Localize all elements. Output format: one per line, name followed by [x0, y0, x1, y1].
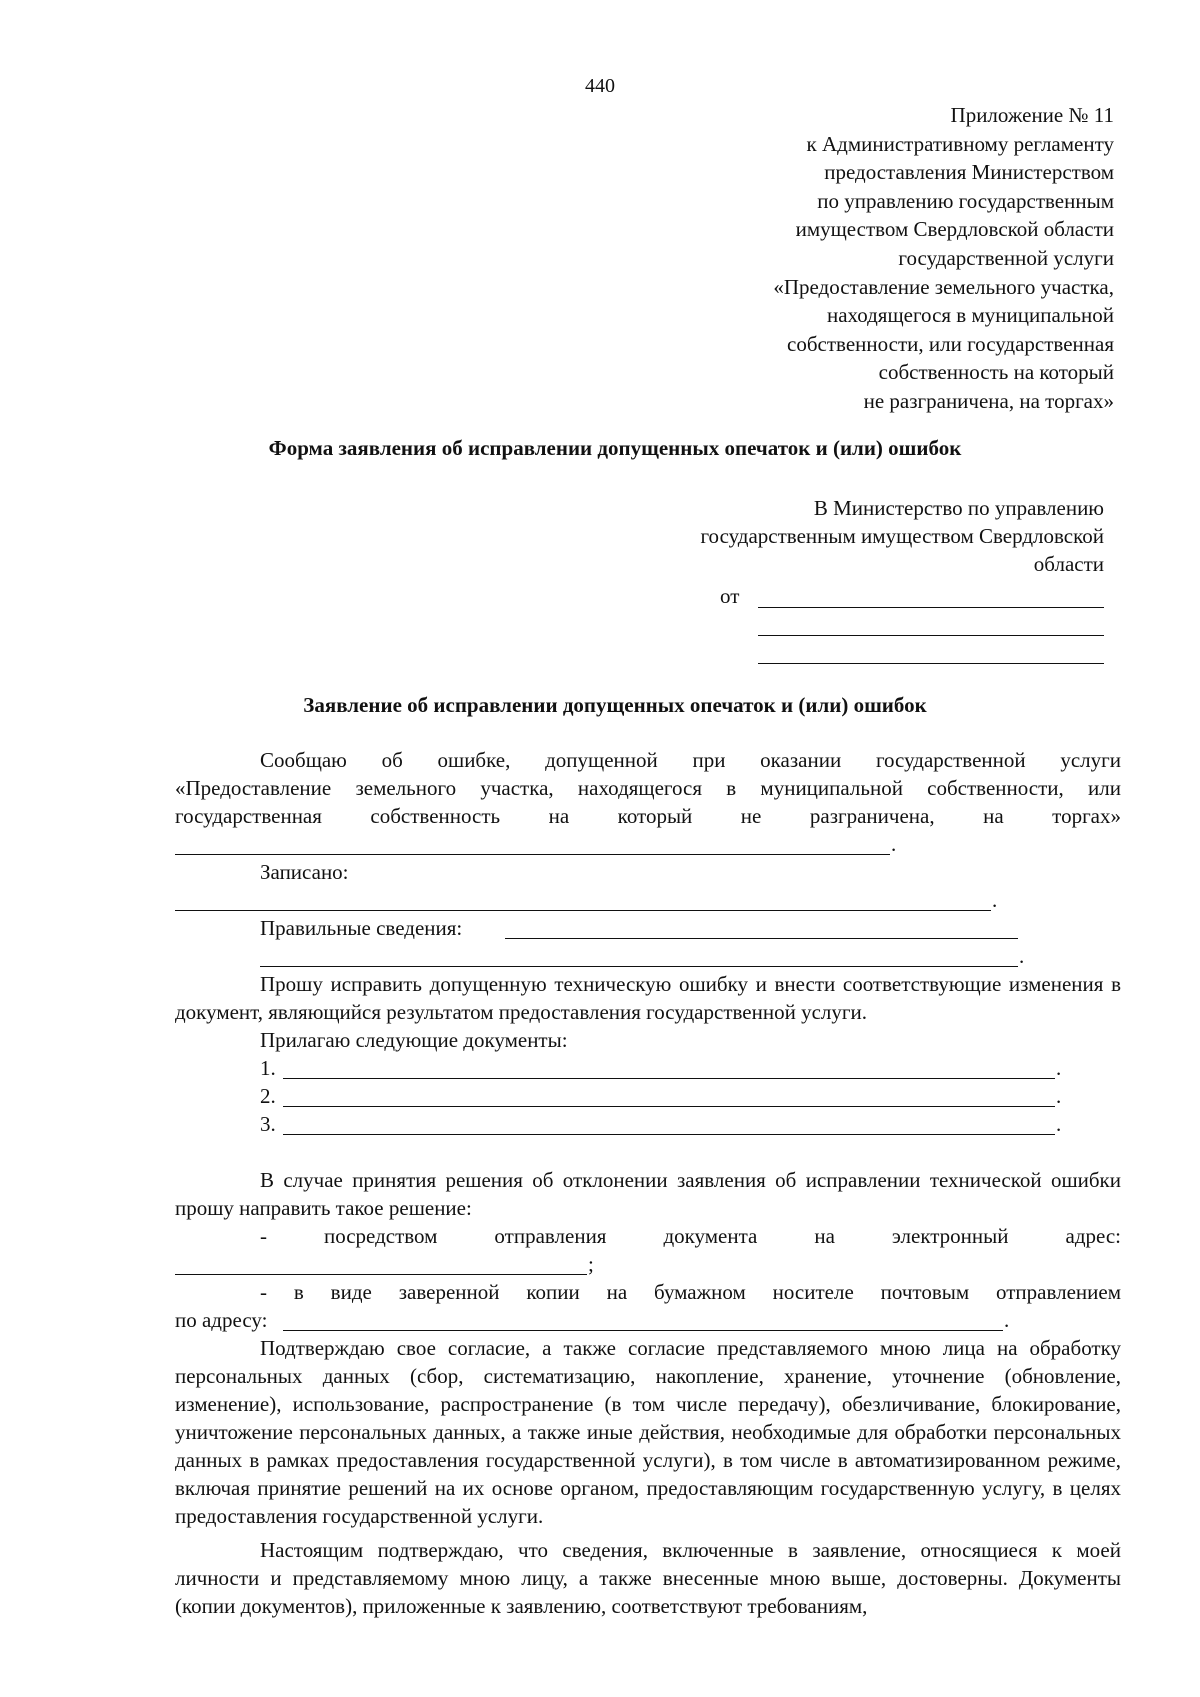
period: . [1004, 1308, 1010, 1332]
attachment-row-1 [175, 1054, 1121, 1082]
applicant-name-field[interactable] [758, 607, 1104, 608]
period: . [992, 888, 998, 912]
appendix-line: находящегося в муниципальной [826, 303, 1114, 328]
from-label: от [720, 584, 740, 608]
error-description-row [175, 830, 1121, 858]
form-title: Форма заявления об исправлении допущенных опечаток и (или) ошибок [268, 436, 962, 460]
period: . [1056, 1112, 1062, 1136]
appendix-line: «Предоставление земельного участка, [773, 274, 1114, 299]
email-row [175, 1250, 1121, 1278]
request-paragraph: Прошу исправить допущенную техническую ошибку и внести соответствующие изменения в документ, являющийся результатом предоставления государственной услуги. [175, 972, 1121, 1024]
postal-address-field[interactable] [283, 1330, 1003, 1331]
addressee-line: области [1033, 552, 1104, 576]
rejection-paragraph: В случае принятия решения об отклонении заявления об исправлении технической ошибки прошу направить такое решение: [175, 1168, 1121, 1220]
appendix-line: собственности, или государственная [787, 331, 1114, 356]
attachment-number: 2. [260, 1084, 276, 1108]
attachment-row-2 [175, 1082, 1121, 1110]
appendix-line: государственной услуги [898, 245, 1114, 270]
appendix-line: собственность на который [878, 360, 1114, 385]
correct-info-row-2 [175, 942, 1121, 970]
postal-address-label: по адресу: [175, 1308, 268, 1332]
attachments-label: Прилагаю следующие документы: [260, 1028, 568, 1052]
attachment-number: 3. [260, 1112, 276, 1136]
appendix-header [660, 101, 1114, 416]
correct-info-field-2[interactable] [260, 966, 1018, 967]
written-field[interactable] [175, 910, 991, 911]
period: . [1056, 1084, 1062, 1108]
correct-info-field[interactable] [505, 938, 1018, 939]
written-row [175, 886, 1121, 914]
semicolon: ; [588, 1252, 594, 1276]
correct-info-row [175, 914, 1121, 942]
attachment-field-3[interactable] [283, 1134, 1055, 1135]
applicant-name-field-2[interactable] [758, 635, 1104, 636]
addressee-block [600, 494, 1104, 578]
appendix-line: к Административному регламенту [806, 131, 1114, 156]
consent-paragraph: Подтверждаю свое согласие, а также согласие представляемого мною лица на обработку персональных данных (сбор, систематизацию, накопление, хранение, уточнение (обновление, изменение), использование, распространение (в том числе передачу), обезличивание, блокирование, уничтожение персональных данных, а также иные действия, необходимые для обработки персональных данных в рамках предоставления государственной услуги), в том числе в автоматизированном режиме, включая принятие решений на их основе органом, предоставляющим государственную услугу, в целях предоставления государственной услуги. [175, 1336, 1121, 1528]
attachment-number: 1. [260, 1056, 276, 1080]
error-description-field[interactable] [175, 854, 890, 855]
statement-title: Заявление об исправлении допущенных опечаток и (или) ошибок [303, 693, 927, 717]
attachment-row-3 [175, 1110, 1121, 1138]
paragraph-error-line-3: государственная собственность на который не разграничена, на торгах» [175, 804, 1121, 828]
attachment-field-2[interactable] [283, 1106, 1055, 1107]
statement-body [175, 746, 1121, 1620]
appendix-line: имуществом Свердловской области [795, 217, 1114, 242]
correct-info-label: Правильные сведения: [260, 916, 463, 940]
appendix-line: предоставления Министерством [824, 160, 1114, 185]
postal-address-row [175, 1306, 1121, 1334]
spacer [175, 1138, 1121, 1166]
appendix-line: не разграничена, на торгах» [863, 388, 1114, 413]
paragraph-error-line-1: Сообщаю об ошибке, допущенной при оказании государственной услуги [260, 748, 1121, 772]
paper-option: - в виде заверенной копии на бумажном носителе почтовым отправлением [260, 1280, 1121, 1304]
appendix-line: по управлению государственным [817, 188, 1114, 213]
addressee-line: В Министерство по управлению [813, 496, 1104, 520]
period: . [891, 832, 897, 856]
email-option: - посредством отправления документа на электронный адрес: [260, 1224, 1121, 1248]
paragraph-error-line-2: «Предоставление земельного участка, находящегося в муниципальной собственности, или [175, 776, 1121, 800]
page-number: 440 [585, 75, 615, 97]
appendix-line: Приложение № 11 [950, 103, 1114, 127]
confirmation-paragraph: Настоящим подтверждаю, что сведения, включенные в заявление, относящиеся к моей личности и представляемому мною лицу, а также внесенные мною выше, достоверны. Документы (копии документов), приложенные к заявлению, соответствуют требованиям, [175, 1538, 1121, 1618]
period: . [1056, 1056, 1062, 1080]
attachment-field-1[interactable] [283, 1078, 1055, 1079]
period: . [1019, 944, 1025, 968]
written-label: Записано: [260, 860, 349, 884]
applicant-name-field-3[interactable] [758, 663, 1104, 664]
applicant-from-block [720, 582, 1104, 610]
email-address-field[interactable] [175, 1274, 587, 1275]
addressee-line: государственным имуществом Свердловской [700, 524, 1104, 548]
